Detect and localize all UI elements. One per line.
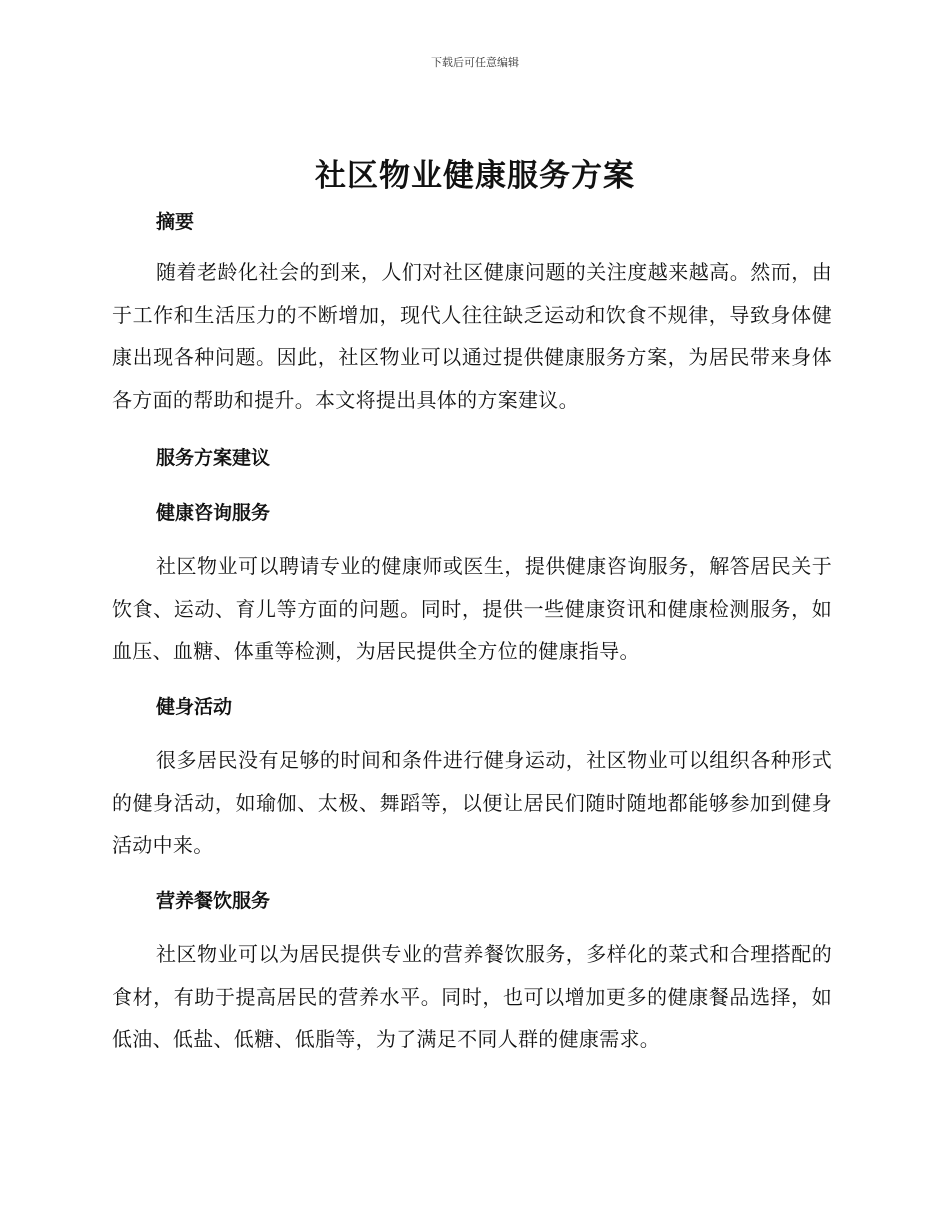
section-heading-fitness-activities: 健身活动 bbox=[156, 696, 233, 718]
nutrition-catering-paragraph: 社区物业可以为居民提供专业的营养餐饮服务，多样化的菜式和合理搭配的食材，有助于提高居民的营养水平。同时，也可以增加更多的健康餐品选择，如低油、低盐、低糖、低脂等，为了满足不同人群的健康需求。 bbox=[112, 942, 832, 1051]
section-heading-service-plan: 服务方案建议 bbox=[156, 447, 271, 469]
fitness-activities-paragraph: 很多居民没有足够的时间和条件进行健身运动，社区物业可以组织各种形式的健身活动，如瑜伽、太极、舞蹈等，以便让居民们随时随地都能够参加到健身活动中来。 bbox=[112, 748, 832, 857]
section-heading-health-consulting: 健康咨询服务 bbox=[156, 502, 271, 524]
document-title: 社区物业健康服务方案 bbox=[315, 158, 635, 194]
abstract-paragraph: 随着老龄化社会的到来，人们对社区健康问题的关注度越来越高。然而，由于工作和生活压力的不断增加，现代人往往缺乏运动和饮食不规律，导致身体健康出现各种问题。因此，社区物业可以通过提供健康服务方案，为居民带来身体各方面的帮助和提升。本文将提出具体的方案建议。 bbox=[112, 260, 832, 412]
health-consulting-paragraph: 社区物业可以聘请专业的健康师或医生，提供健康咨询服务，解答居民关于饮食、运动、育儿等方面的问题。同时，提供一些健康资讯和健康检测服务，如血压、血糖、体重等检测，为居民提供全方位的健康指导。 bbox=[112, 554, 832, 663]
section-heading-nutrition-catering: 营养餐饮服务 bbox=[156, 890, 271, 912]
section-heading-abstract: 摘要 bbox=[156, 211, 195, 233]
page-header: 下载后可任意编辑 bbox=[431, 56, 519, 69]
